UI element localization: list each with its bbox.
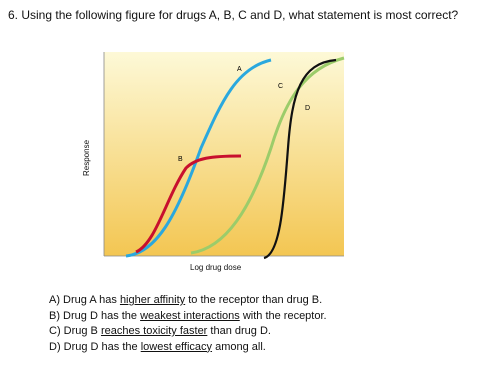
curve-label-b: B [178,156,183,163]
curve-label-d: D [305,105,311,112]
choice-c-post: than drug D. [207,325,271,337]
curve-label-a: A [237,66,242,73]
choice-b[interactable] [49,309,327,325]
choice-a[interactable] [49,293,327,309]
choice-a-post: to the receptor than drug B. [185,294,323,306]
choice-a-underlined: higher affinity [119,294,186,306]
choice-c-pre: C) Drug B [49,325,101,337]
choice-d-pre: D) Drug D has the [49,340,141,353]
question-text: 6. Using the following figure for drugs A, B, C and D, what statement is most correct? [8,8,459,22]
dose-response-figure [96,48,360,274]
dose-response-plot [96,48,360,274]
choice-c-underlined: reaches toxicity faster [100,325,208,337]
choice-d-underlined: lowest efficacy [140,340,213,353]
choice-b-pre: B) Drug D has the [49,309,141,322]
answer-choices [49,293,327,355]
y-axis-label: Response [82,139,91,176]
curve-label-c: C [278,83,284,90]
choice-d-post: among all. [212,340,266,353]
choice-c[interactable] [49,324,327,340]
choice-d[interactable] [49,340,327,356]
x-axis-label: Log drug dose [190,263,242,272]
choice-b-post: with the receptor. [239,309,327,322]
choice-a-pre: A) Drug A has [49,294,120,306]
plot-background [104,52,344,256]
choice-b-underlined: weakest interactions [140,309,240,322]
